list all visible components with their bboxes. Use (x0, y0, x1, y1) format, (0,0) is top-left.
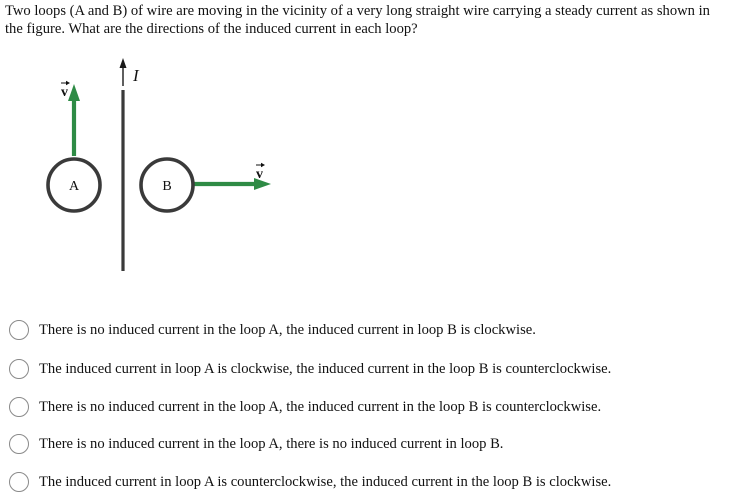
option-2-radio[interactable] (9, 359, 29, 379)
option-2[interactable] (9, 357, 611, 381)
option-1[interactable] (9, 318, 536, 342)
loop-b-label: B (162, 179, 172, 194)
option-1-label[interactable]: There is no induced current in the loop A, the induced current in loop B is clockwise. (39, 321, 536, 338)
option-4[interactable] (9, 432, 503, 456)
option-5[interactable] (9, 470, 611, 494)
question-text: Two loops (A and B) of wire are moving in the vicinity of a very long straight wire carrying a steady current as shown in the figure. What are the directions of the induced current in each loop? (5, 3, 710, 37)
option-4-radio[interactable] (9, 434, 29, 454)
svg-text:v: v (61, 85, 68, 100)
svg-text:v: v (256, 167, 263, 182)
velocity-arrow-a (68, 84, 80, 156)
velocity-label-a (61, 81, 70, 100)
option-3-radio[interactable] (9, 397, 29, 417)
current-label: I (133, 66, 139, 85)
current-arrow (120, 58, 127, 86)
option-3-label[interactable]: There is no induced current in the loop A, the induced current in the loop B is counterclockwise. (39, 398, 602, 415)
option-5-radio[interactable] (9, 472, 29, 492)
option-4-label[interactable]: There is no induced current in the loop A, there is no induced current in loop B. (39, 435, 504, 452)
option-3[interactable] (9, 395, 601, 419)
option-2-label[interactable]: The induced current in loop A is clockwise, the induced current in the loop B is counterclockwise. (39, 360, 612, 377)
velocity-label-b (256, 163, 265, 182)
option-1-radio[interactable] (9, 320, 29, 340)
option-5-label[interactable]: The induced current in loop A is counterclockwise, the induced current in the loop B is clockwise. (39, 473, 612, 490)
loop-a-label: A (68, 179, 80, 194)
physics-figure (0, 0, 300, 290)
